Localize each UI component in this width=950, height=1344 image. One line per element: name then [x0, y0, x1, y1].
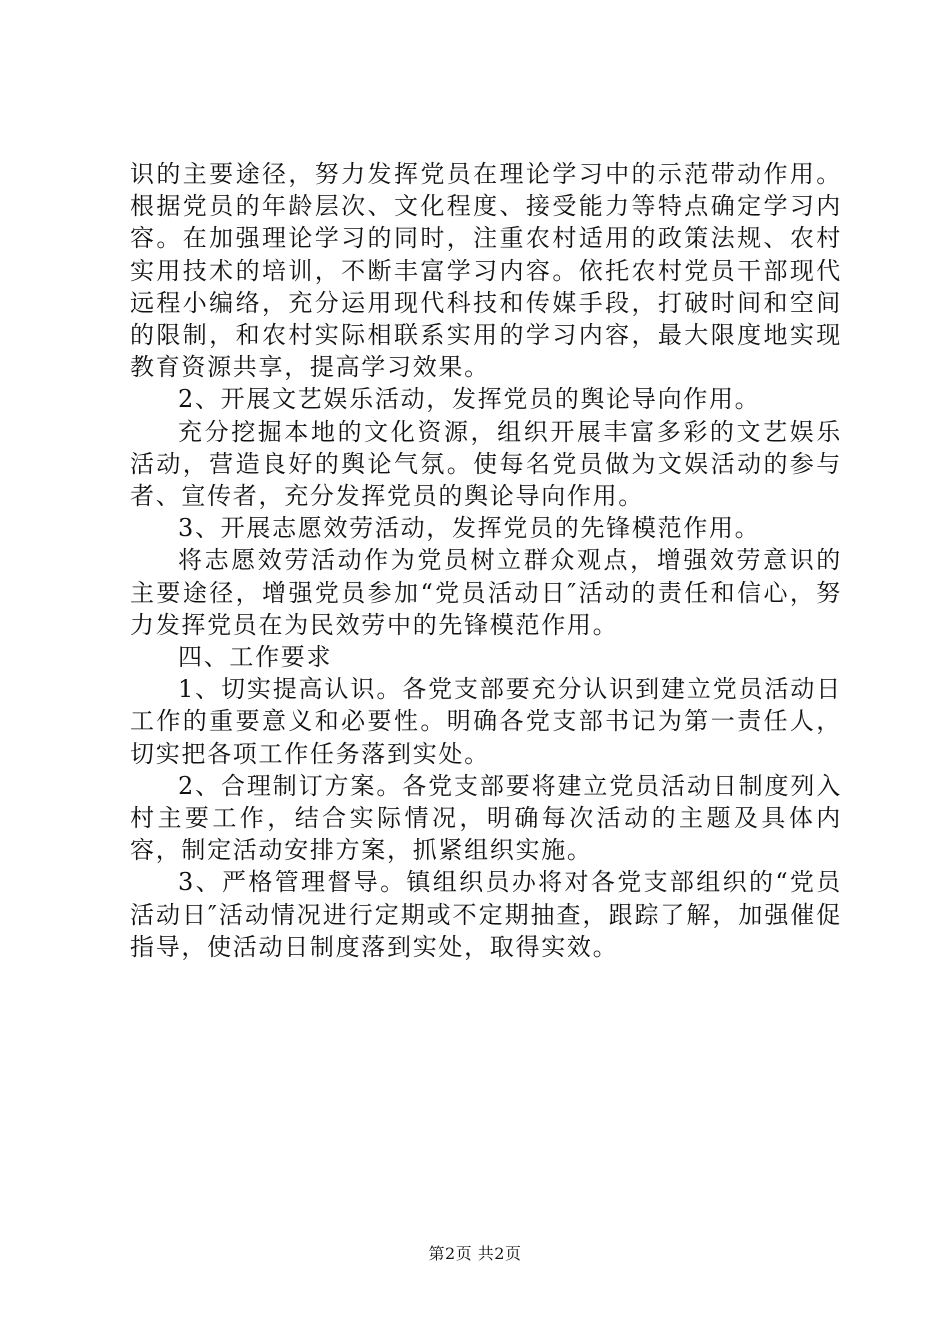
paragraph-volunteer: 将志愿效劳活动作为党员树立群众观点，增强效劳意识的主要途径，增强党员参加“党员活动日″活动的责任和信心，努力发挥党员在为民效劳中的先锋模范作用。 [130, 546, 842, 639]
paragraph-continuation: 识的主要途径，努力发挥党员在理论学习中的示范带动作用。根据党员的年龄层次、文化程度、接受能力等特点确定学习内容。在加强理论学习的同时，注重农村适用的政策法规、农村实用技术的培训，不断丰富学习内容。依托农村党员干部现代远程小编络，充分运用现代科技和传媒手段，打破时间和空间的限制，和农村实际相联系实用的学习内容，最大限度地实现教育资源共享，提高学习效果。 [130, 160, 842, 382]
paragraph-requirement-3: 3、严格管理督导。镇组织员办将对各党支部组织的“党员活动日″活动情况进行定期或不定期抽查，跟踪了解，加强催促指导，使活动日制度落到实处，取得实效。 [130, 868, 842, 961]
heading-item-2-arts: 2、开展文艺娱乐活动，发挥党员的舆论导向作用。 [178, 385, 761, 414]
page-number-footer: 第2页 共2页 [428, 1244, 522, 1263]
paragraph-arts: 充分挖掘本地的文化资源，组织开展丰富多彩的文艺娱乐活动，营造良好的舆论气氛。使每名党员做为文娱活动的参与者、宣传者，充分发挥党员的舆论导向作用。 [130, 417, 842, 511]
section-heading-work-requirements: 四、工作要求 [178, 643, 333, 672]
document-body [130, 158, 842, 963]
paragraph-requirement-1: 1、切实提高认识。各党支部要充分认识到建立党员活动日工作的重要意义和必要性。明确各党支部书记为第一责任人，切实把各项工作任务落到实处。 [130, 675, 842, 768]
paragraph-requirement-2: 2、合理制订方案。各党支部要将建立党员活动日制度列入村主要工作，结合实际情况，明确每次活动的主题及具体内容，制定活动安排方案，抓紧组织实施。 [130, 771, 842, 865]
heading-item-3-volunteer: 3、开展志愿效劳活动，发挥党员的先锋模范作用。 [178, 514, 761, 543]
